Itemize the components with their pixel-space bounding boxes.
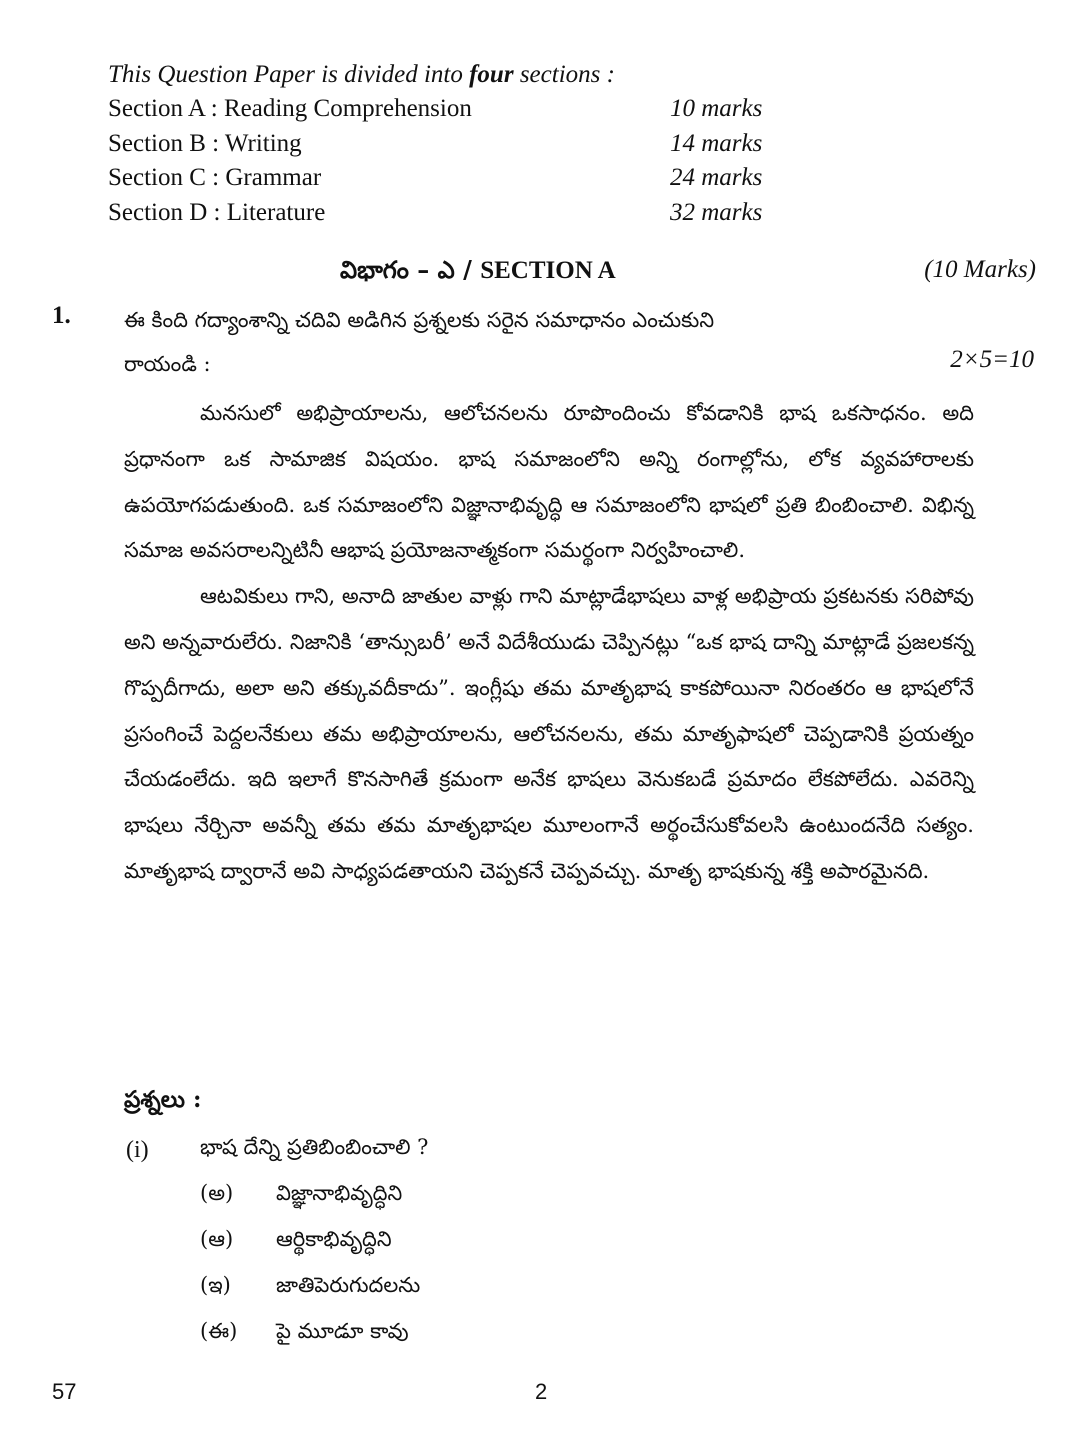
section-name: Section D : Literature xyxy=(108,198,326,226)
section-marks: 10 marks xyxy=(670,95,763,122)
question-instruction-line1: ఈ కింది గద్యాంశాన్ని చదివి అడిగిన ప్రశ్నలకు సరైన సమాధానం ఎంచుకుని xyxy=(124,308,715,332)
option-text: ఆర్థికాభివృద్ధిని xyxy=(276,1227,392,1251)
paper-code: 57 xyxy=(52,1379,77,1404)
intro-title-suffix: sections : xyxy=(513,61,615,88)
section-name: Section C : Grammar xyxy=(108,164,322,191)
passage xyxy=(124,391,974,895)
answer-option xyxy=(200,1319,409,1349)
page-number: 2 xyxy=(535,1379,548,1404)
answer-option xyxy=(200,1181,402,1211)
intro-title xyxy=(108,58,808,92)
option-text: జాతిపెరుగుదలను xyxy=(276,1273,421,1297)
section-row xyxy=(108,127,808,162)
section-marks: 24 marks xyxy=(670,164,763,191)
option-label: (అ) xyxy=(200,1181,234,1205)
option-label: (ఆ) xyxy=(200,1227,234,1251)
section-row xyxy=(108,92,808,127)
section-name: Section B : Writing xyxy=(108,129,302,157)
answer-option xyxy=(200,1227,392,1257)
sub-question-number: (i) xyxy=(126,1137,149,1163)
option-text: పై మూడూ కావు xyxy=(276,1319,409,1343)
sub-question-text: భాష దేన్ని ప్రతిబింబించాలి ? xyxy=(200,1135,429,1159)
section-a-heading-english: SECTION A xyxy=(480,257,616,284)
option-text: విజ్ఞానాభివృద్ధిని xyxy=(276,1181,403,1205)
question-instruction-line2: రాయండి : xyxy=(124,352,211,376)
question-number: 1. xyxy=(52,302,71,329)
section-row xyxy=(108,196,808,231)
option-label: (ఇ) xyxy=(200,1273,231,1297)
section-a-marks: (10 Marks) xyxy=(924,256,1036,283)
option-label: (ఈ) xyxy=(200,1319,238,1343)
passage-paragraph: మనసులో అభిప్రాయాలను, ఆలోచనలను రూపొందించు కోవడానికి భాష ఒకసాధనం. అది ప్రధానంగా ఒక సామాజిక విషయం. భాష సమాజంలోని అన్ని రంగాల్లోను, లోక వ్యవహారాలకు ఉపయోగపడుతుంది. ఒక సమాజంలోని విజ్ఞానాభివృద్ధి ఆ సమాజంలోని భాషలో ప్రతి బింబించాలి. విభిన్న సమాజ అవసరాలన్నిటినీ ఆభాష ప్రయోజనాత్మకంగా సమర్థంగా నిర్వహించాలి. xyxy=(124,401,974,563)
section-marks: 14 marks xyxy=(670,129,763,157)
section-marks: 32 marks xyxy=(670,198,763,226)
intro-block xyxy=(108,58,808,230)
section-a-heading xyxy=(340,255,616,290)
intro-title-bold: four xyxy=(469,61,514,88)
questions-label: ప్రశ్నలు : xyxy=(124,1086,202,1113)
intro-title-prefix: This Question Paper is divided into xyxy=(108,61,470,88)
question-marks: 2×5=10 xyxy=(950,346,1034,373)
answer-option xyxy=(200,1273,420,1303)
section-row xyxy=(108,161,808,196)
section-a-heading-telugu: విభాగం – ఎ / xyxy=(340,255,481,284)
passage-paragraph: ఆటవికులు గాని, అనాది జాతుల వాళ్లు గాని మాట్లాడేభాషలు వాళ్ల అభిప్రాయ ప్రకటనకు సరిపోవు అని అన్నవారులేరు. నిజానికి ‘తాన్సుబరీ’ అనే విదేశీయుడు చెప్పినట్లు “ఒక భాష దాన్ని మాట్లాడే ప్రజలకన్న గొప్పదీగాదు, అలా అని తక్కువదీకాదు”. ఇంగ్లీషు తమ మాతృభాష కాకపోయినా నిరంతరం ఆ భాషలోనే ప్రసంగించే పెద్దలనేకులు తమ అభిప్రాయాలను, ఆలోచనలను, తమ మాతృఫాషలో చెప్పడానికి ప్రయత్నం చేయడంలేదు. ఇది ఇలాగే కొనసాగితే క్రమంగా అనేక భాషలు వెనుకబడే ప్రమాదం లేకపోలేదు. ఎవరెన్ని భాషలు నేర్చినా అవన్నీ తమ తమ మాతృభాషల మూలంగానే అర్థంచేసుకోవలసి ఉంటుందనేది సత్యం. మాతృభాష ద్వారానే అవి సాధ్యపడతాయని చెప్పకనే చెప్పవచ్చు. మాతృ భాషకున్న శక్తి అపారమైనది. xyxy=(124,584,974,883)
section-name: Section A : Reading Comprehension xyxy=(108,95,472,122)
